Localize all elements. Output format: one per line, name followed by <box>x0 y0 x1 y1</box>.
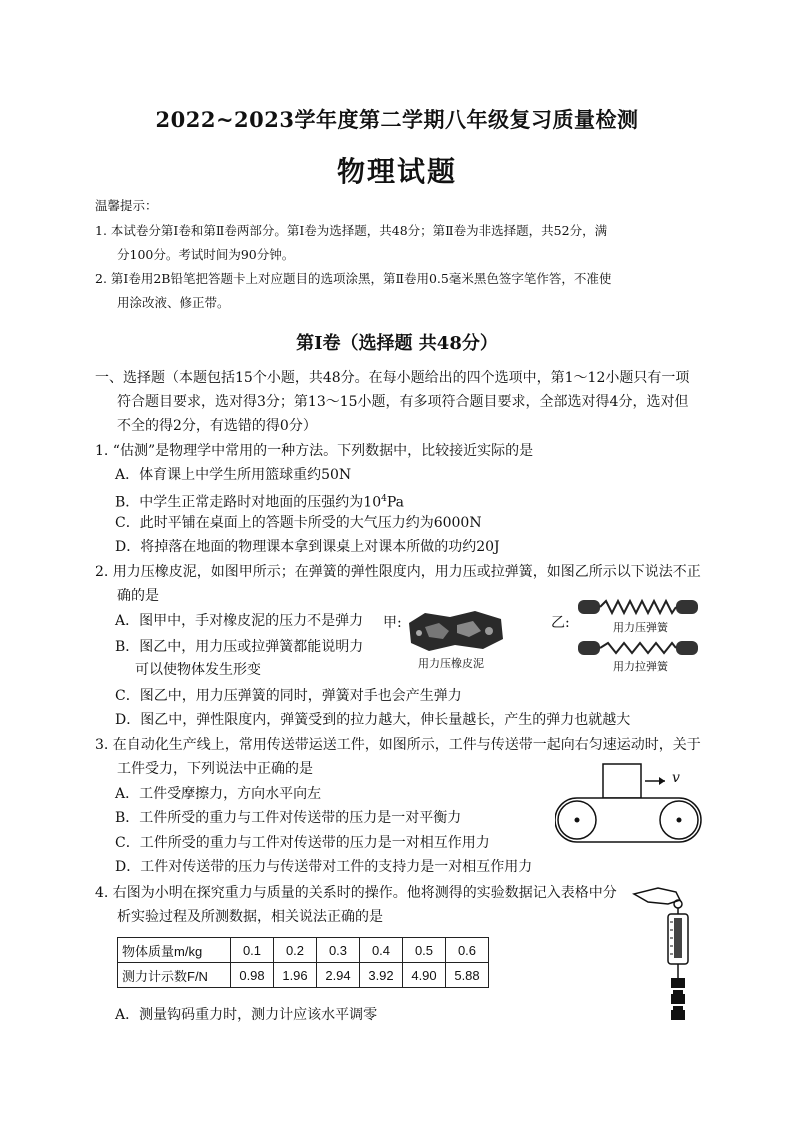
q3-option-d: D．工件对传送带的压力与传送带对工件的支持力是一对相互作用力 <box>115 859 533 875</box>
conveyor-belt-figure <box>555 760 705 852</box>
table-cell: 1.96 <box>274 963 317 988</box>
q4-data-table <box>117 937 489 988</box>
q3-option-c: C．工件所受的重力与工件对传送带的压力是一对相互作用力 <box>115 835 490 851</box>
table-row-label: 物体质量m/kg <box>118 938 231 963</box>
q1-option-d: D．将掉落在地面的物理课本拿到课桌上对课本所做的功约20J <box>115 539 500 555</box>
q2-option-d: D．图乙中，弹性限度内，弹簧受到的拉力越大，伸长量越长，产生的弹力也就越大 <box>115 712 631 728</box>
table-cell: 4.90 <box>403 963 446 988</box>
q4-option-a: A．测量钩码重力时，测力计应该水平调零 <box>115 1007 378 1023</box>
clay-press-figure <box>405 605 507 655</box>
q2-option-b-line1: B．图乙中，用力压或拉弹簧都能说明力 <box>115 639 364 655</box>
q3-stem-line1: 3. 在自动化生产线上，常用传送带运送工件，如图所示，工件与传送带一起向右匀速运动时，关于 <box>95 737 701 753</box>
q3-option-a: A．工件受摩擦力，方向水平向左 <box>115 786 322 802</box>
notes-label: 温馨提示： <box>95 198 158 213</box>
table-cell: 5.88 <box>446 963 489 988</box>
fig-jia-label: 甲: <box>383 615 402 631</box>
table-cell: 0.6 <box>446 938 489 963</box>
q2-option-a: A．图甲中，手对橡皮泥的压力不是弹力 <box>115 613 364 629</box>
spring-scale-figure <box>628 880 698 1025</box>
table-cell: 0.3 <box>317 938 360 963</box>
table-cell: 3.92 <box>360 963 403 988</box>
table-cell: 0.98 <box>231 963 274 988</box>
fig-yi-label: 乙: <box>551 615 570 631</box>
part1-line1: 一、选择题（本题包括15个小题，共48分。在每小题给出的四个选项中，第1～12小题只有一项 <box>95 370 690 386</box>
table-cell: 0.1 <box>231 938 274 963</box>
table-row <box>118 963 489 988</box>
table-cell: 0.2 <box>274 938 317 963</box>
spring-compress-figure <box>578 594 698 618</box>
q2-stem-line1: 2. 用力压橡皮泥，如图甲所示；在弹簧的弹性限度内，用力压或拉弹簧，如图乙所示以下说法不正 <box>95 564 701 580</box>
note-1-line2: 分100分。考试时间为90分钟。 <box>117 247 295 262</box>
table-row-label: 测力计示数F/N <box>118 963 231 988</box>
table-row <box>118 938 489 963</box>
q1-stem: 1. “估测”是物理学中常用的一种方法。下列数据中，比较接近实际的是 <box>95 443 534 459</box>
velocity-label: v <box>672 770 680 786</box>
q2-stem-line2: 确的是 <box>117 588 159 604</box>
fig-jia-caption: 用力压橡皮泥 <box>418 658 484 670</box>
fig-yi-caption-2: 用力拉弹簧 <box>613 661 668 673</box>
q4-stem-line1: 4. 右图为小明在探究重力与质量的关系时的操作。他将测得的实验数据记入表格中分 <box>95 885 617 901</box>
q3-stem-line2: 工件受力，下列说法中正确的是 <box>117 761 313 777</box>
table-cell: 2.94 <box>317 963 360 988</box>
exam-subtitle: 物理试题 <box>336 155 457 188</box>
note-2-line2: 用涂改液、修正带。 <box>117 295 230 310</box>
note-1-line1: 1. 本试卷分第Ⅰ卷和第Ⅱ卷两部分。第Ⅰ卷为选择题，共48分；第Ⅱ卷为非选择题，共52分，满 <box>95 223 608 238</box>
q2-option-b-line2: 可以使物体发生形变 <box>135 662 261 678</box>
spring-stretch-figure <box>578 636 698 660</box>
q1-option-c: C．此时平铺在桌面上的答题卡所受的大气压力约为6000N <box>115 515 482 531</box>
exam-title: 2022~2023学年度第二学期八年级复习质量检测 <box>155 107 639 132</box>
q2-option-c: C．图乙中，用力压弹簧的同时，弹簧对手也会产生弹力 <box>115 688 462 704</box>
q1-option-b: B．中学生正常走路时对地面的压强约为$10^4Pa$ <box>115 494 404 511</box>
q4-stem-line2: 析实验过程及所测数据，相关说法正确的是 <box>117 909 383 925</box>
table-cell: 0.5 <box>403 938 446 963</box>
part1-line3: 不全的得2分，有选错的得0分） <box>117 418 317 434</box>
part1-line2: 符合题目要求，选对得3分；第13～15小题，有多项符合题目要求，全部选对得4分，选对但 <box>117 394 689 410</box>
note-2-line1: 2. 第Ⅰ卷用2B铅笔把答题卡上对应题目的选项涂黑，第Ⅱ卷用0.5毫米黑色签字笔作答，不准使 <box>95 271 612 286</box>
q3-option-b: B．工件所受的重力与工件对传送带的压力是一对平衡力 <box>115 810 462 826</box>
section-heading: 第Ⅰ卷（选择题 共48分） <box>296 333 498 354</box>
fig-yi-caption-1: 用力压弹簧 <box>613 622 668 634</box>
table-cell: 0.4 <box>360 938 403 963</box>
q1-option-a: A．体育课上中学生所用篮球重约50N <box>115 467 352 483</box>
